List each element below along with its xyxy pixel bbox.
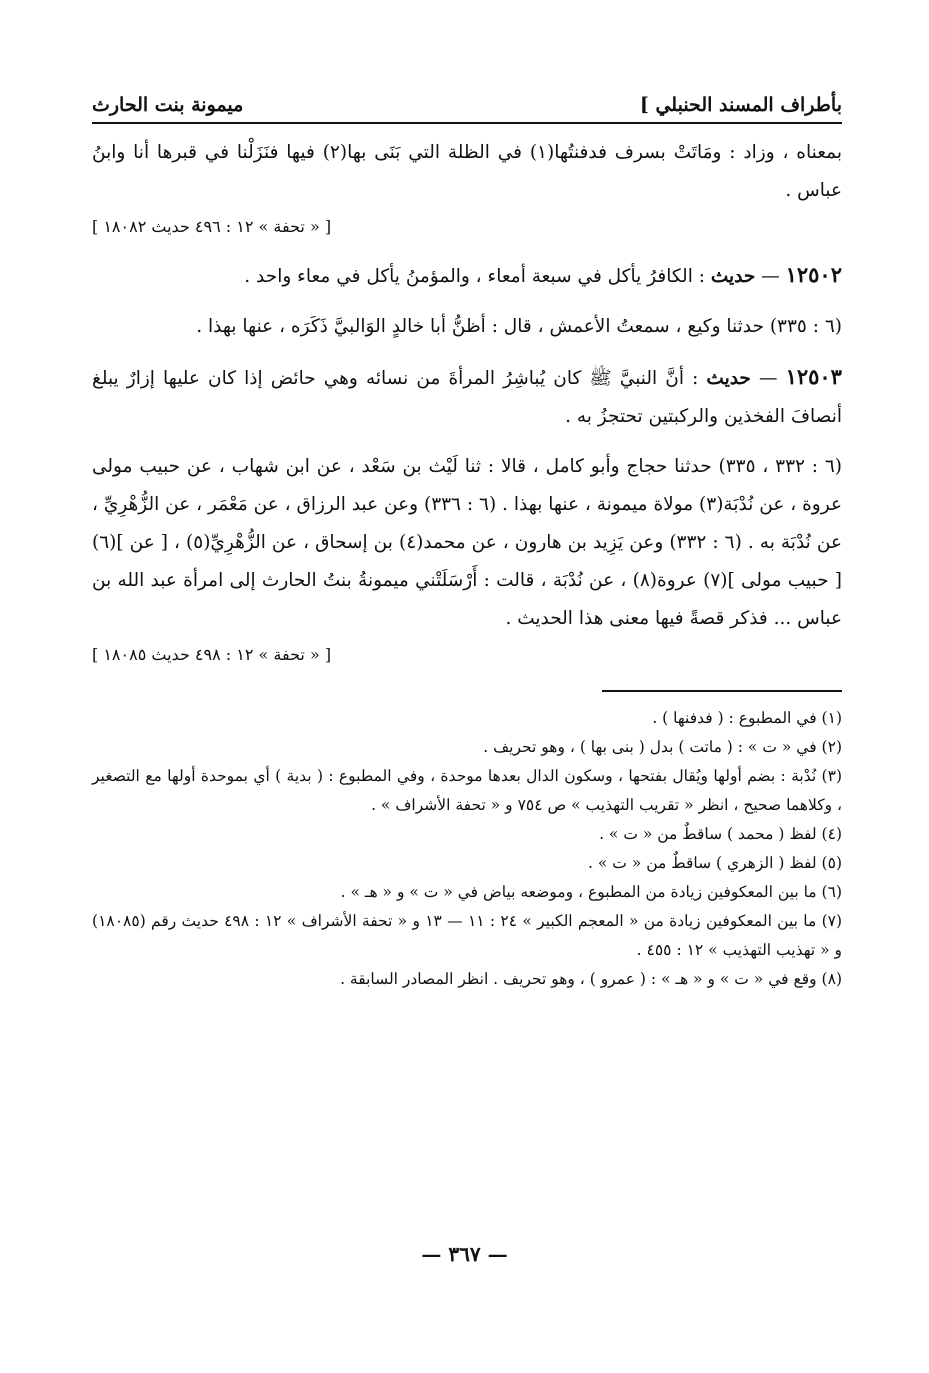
isnad-12502: (٦ : ٣٣٥) حدثنا وكيع ، سمعتُ الأعمش ، قال : أظنُّ أبا خالدٍ الوَالبيَّ ذَكَرَه ، عنها بهذا . <box>196 316 842 337</box>
footnotes <box>92 704 842 994</box>
running-header <box>92 86 842 124</box>
hadith-label: حديث <box>706 368 751 389</box>
page-number: — ٣٦٧ — <box>421 1242 508 1266</box>
hadith-label: حديث <box>710 266 756 287</box>
footnote-7: (٧) ما بين المعكوفين زيادة من « المعجم الكبير » ٢٤ : ١١ — ١٣ و « تحفة الأشراف » ١٢ : ٤٩٨ حديث رقم (١٨٠٨٥) و « تهذيب التهذيب » ١٢ : ٤٥٥ . <box>92 912 843 959</box>
hadith-text: : أنَّ النبيَّ ﷺ كان يُباشِرُ المرأةَ من نسائه وهي حائض إذا كان عليها إزارٌ يبلغ أنصافَ الفخذين والركبتين تحتجزُ به . <box>92 368 842 427</box>
header-book-title: بأطراف المسند الحنبلي ] <box>639 94 842 116</box>
footnote-3: (٣) نُدْبة : بضم أولها ويُقال بفتحها ، وسكون الدال بعدها موحدة ، وفي المطبوع : ( بدية ) أي بموحدة أولها مع التصغير ، وكلاهما صحيح ، انظر « تقريب التهذيب » ص ٧٥٤ و « تحفة الأشراف » . <box>92 767 842 814</box>
hadith-number: ١٢٥٠٣ <box>785 364 842 389</box>
footnote-5: (٥) لفظ ( الزهري ) ساقطٌ من « ت » . <box>588 854 842 872</box>
hadith-12503: ١٢٥٠٣ — حديث : أنَّ النبيَّ ﷺ كان يُباشِرُ المرأةَ من نسائه وهي حائض إذا كان عليها إزارٌ يبلغ أنصافَ الفخذين والركبتين تحتجزُ به . <box>92 364 842 427</box>
footnote-4: (٤) لفظ ( محمد ) ساقطٌ من « ت » . <box>599 825 842 843</box>
isnad-12503: (٦ : ٣٣٢ ، ٣٣٥) حدثنا حجاج وأبو كامل ، قالا : ثنا لَيْث بن سَعْد ، عن ابن شهاب ، عن حبيب مولى عروة ، عن نُدْبَة(٣) مولاة ميمونة ، عنها بهذا . (٦ : ٣٣٦) وعن عبد الرزاق ، عن مَعْمَر ، عن الزُّهْرِيِّ ، عن نُدْبَة به . (٦ : ٣٣٢) وعن يَزِيد بن هارون ، عن محمد(٤) بن إسحاق ، عن الزُّهْرِيِّ(٥) ، [ عن ](٦) [ حبيب مولى ](٧) عروة(٨) ، عن نُدْبَة ، قالت : أَرْسَلَتْني ميمونةُ بنتُ الحارث إلى امرأة عبد الله بن عباس ... فذكر قصةً فيها معنى هذا الحديث . <box>92 456 842 629</box>
tuhfa-reference: [ « تحفة » ١٢ : ٤٩٦ حديث ١٨٠٨٢ ] <box>92 217 332 236</box>
footnote-6: (٦) ما بين المعكوفين زيادة من المطبوع ، وموضعه بياض في « ت » و « هـ » . <box>340 883 842 901</box>
footnote-1: (١) في المطبوع : ( فدفنها ) . <box>652 709 842 727</box>
book-page <box>92 86 842 994</box>
tuhfa-reference: [ « تحفة » ١٢ : ٤٩٨ حديث ١٨٠٨٥ ] <box>92 645 332 664</box>
footnote-2: (٢) في « ت » : ( ماتت ) بدل ( بنى بها ) ، وهو تحريف . <box>483 738 842 756</box>
header-chapter-title: ميمونة بنت الحارث <box>92 94 244 116</box>
hadith-number: ١٢٥٠٢ <box>785 262 842 287</box>
paragraph-continuation: بمعناه ، وزاد : ومَاتَتْ بسرف فدفنتُها(١) في الظلة التي بَنَى بها(٢) فيها فنَزَلْنا في قبرها أنا وابنُ عباس . <box>92 142 842 201</box>
footnote-8: (٨) وقع في « ت » و « هـ » : ( عمرو ) ، وهو تحريف . انظر المصادر السابقة . <box>340 970 842 988</box>
hadith-12502: ١٢٥٠٢ — حديث : الكافرُ يأكل في سبعة أمعاء ، والمؤمنُ يأكل في معاء واحد . <box>244 262 842 287</box>
footnote-separator <box>602 690 842 692</box>
hadith-text: : الكافرُ يأكل في سبعة أمعاء ، والمؤمنُ يأكل في معاء واحد . <box>244 266 705 287</box>
